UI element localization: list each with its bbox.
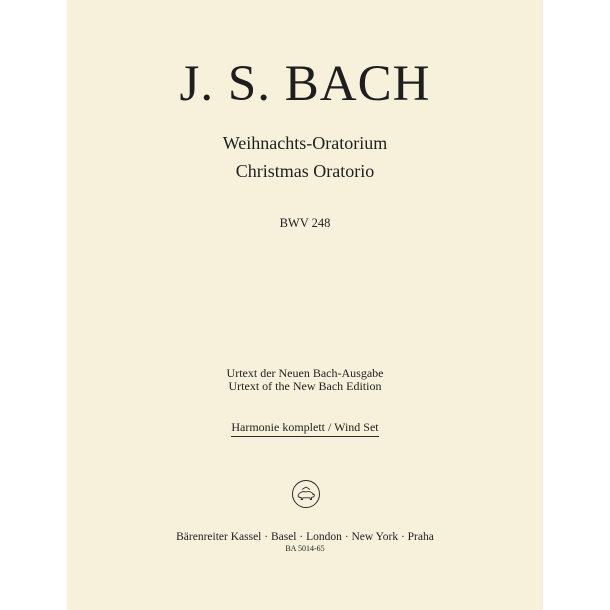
composer-name: J. S. BACH [179,56,431,112]
title-english: Christmas Oratorio [235,161,375,181]
score-cover [67,0,543,610]
edition-label-text: Harmonie komplett / Wind Set [231,420,378,437]
catalogue-number: BWV 248 [279,216,331,230]
publisher-line: Bärenreiter Kassel · Basel · London · New York · Praha [176,531,434,543]
urtext-note-german: Urtext der Neuen Bach-Ausgabe [226,366,384,380]
baerenreiter-bear-logo-icon [291,479,321,509]
edition-label [67,420,543,437]
order-number: BA 5014-65 [285,544,325,553]
urtext-note-english: Urtext of the New Bach Edition [228,379,382,393]
title-german: Weihnachts-Oratorium [222,133,388,153]
